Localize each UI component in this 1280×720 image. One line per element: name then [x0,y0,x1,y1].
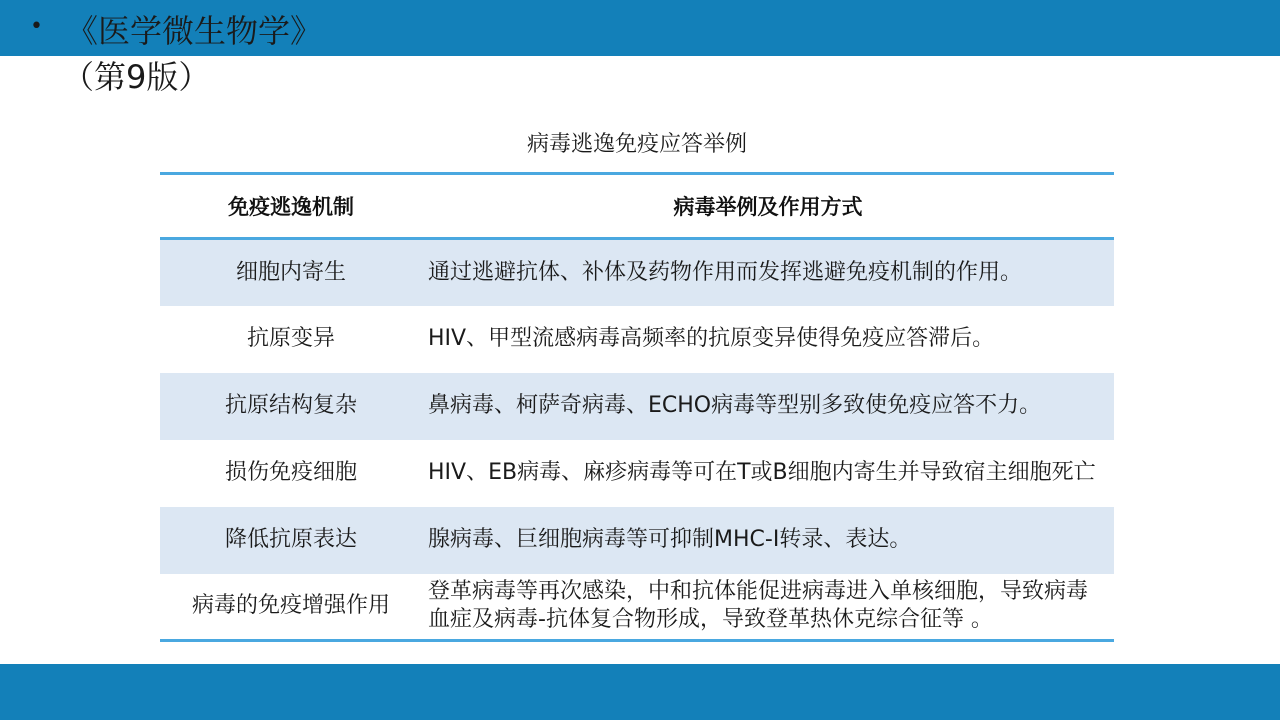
table-row [160,239,1114,306]
description-cell: 腺病毒、巨细胞病毒等可抑制MHC-Ⅰ转录、表达。 [428,527,912,552]
table-row [160,306,1114,373]
table-row [160,440,1114,507]
table-row [160,574,1114,641]
mechanism-cell: 抗原变异 [246,326,335,351]
slide-title-book: 《医学微生物学》 [66,12,323,50]
slide-title [62,8,366,100]
title-bullet: • [30,14,43,39]
header-mechanism: 免疫逃逸机制 [228,195,354,219]
mechanism-cell: 损伤免疫细胞 [224,460,357,485]
description-cell: HIV、甲型流感病毒高频率的抗原变异使得免疫应答滞后。 [428,326,995,351]
bottom-banner [0,664,1280,720]
description-cell: 登革病毒等再次感染，中和抗体能促进病毒进入单核细胞，导致病毒血症及病毒-抗体复合物形成，导致登革热休克综合征等 。 [428,579,1089,633]
mechanism-cell: 降低抗原表达 [224,527,357,552]
evasion-table [160,172,1114,642]
table-row [160,373,1114,440]
table-header-row [160,174,1114,239]
slide-title-edition: （第9版） [62,58,211,96]
table-caption: 病毒逃逸免疫应答举例 [526,132,747,157]
header-description: 病毒举例及作用方式 [673,195,863,219]
table-row [160,507,1114,574]
description-cell: 鼻病毒、柯萨奇病毒、ECHO病毒等型别多致使免疫应答不力。 [428,393,1042,418]
mechanism-cell: 病毒的免疫增强作用 [191,593,390,619]
description-cell: 通过逃避抗体、补体及药物作用而发挥逃避免疫机制的作用。 [428,259,1023,285]
mechanism-cell: 抗原结构复杂 [224,393,357,418]
description-cell: HIV、EB病毒、麻疹病毒等可在T或B细胞内寄生并导致宿主细胞死亡 [428,460,1096,485]
evasion-table-container [160,172,1114,642]
mechanism-cell: 细胞内寄生 [235,259,346,285]
